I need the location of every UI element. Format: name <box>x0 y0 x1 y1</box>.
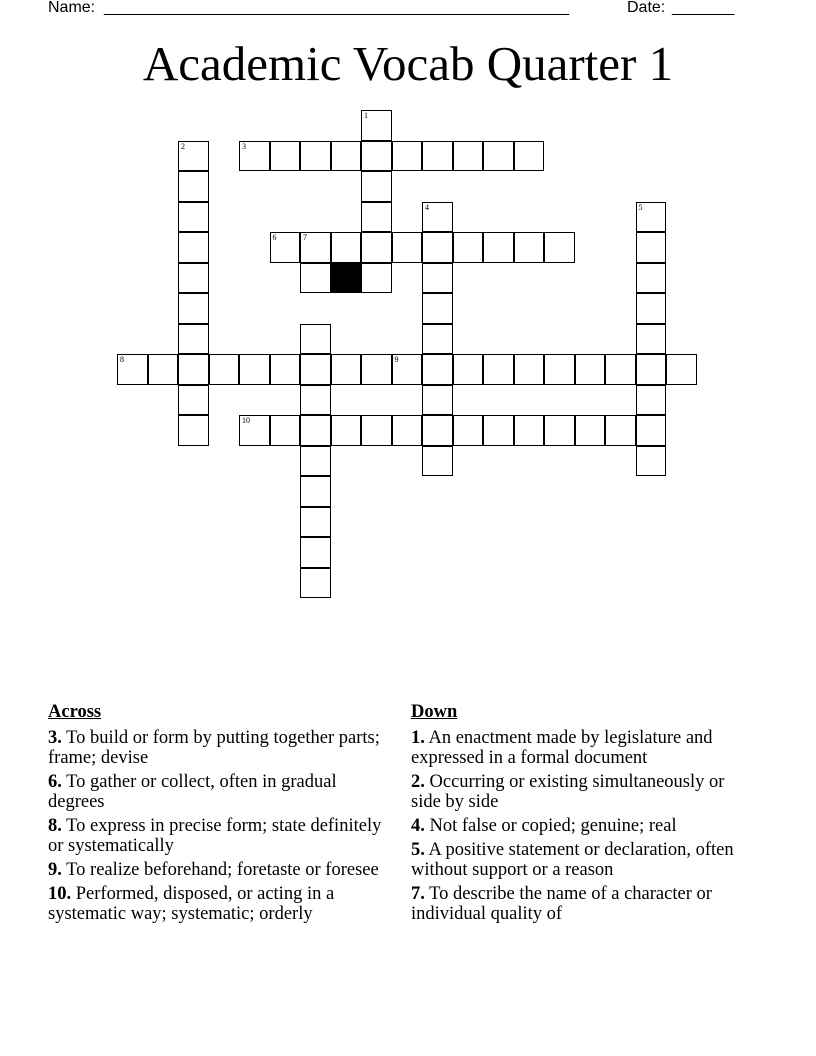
clue-across-8 <box>48 816 388 856</box>
clue-text: To express in precise form; state definitely or systematically <box>48 816 382 856</box>
grid-cell[interactable] <box>392 354 423 385</box>
clue-number: 3. <box>48 728 62 748</box>
grid-cell[interactable] <box>544 415 575 446</box>
clue-text: Not false or copied; genuine; real <box>429 816 677 836</box>
date-line[interactable]: _______ <box>672 0 735 16</box>
grid-cell[interactable] <box>178 263 209 294</box>
clue-number-label: 5 <box>638 202 643 212</box>
grid-cell[interactable] <box>422 446 453 477</box>
clue-number-label: 2 <box>181 141 185 151</box>
grid-cell[interactable] <box>636 324 667 355</box>
grid-cell[interactable] <box>300 476 331 507</box>
grid-cell[interactable] <box>300 415 331 446</box>
grid-cell[interactable] <box>178 202 209 233</box>
clue-number: 1. <box>411 728 425 748</box>
clue-number: 8. <box>48 816 62 836</box>
grid-cell[interactable] <box>422 415 453 446</box>
clue-number-label: 3 <box>242 141 246 151</box>
clue-across-3 <box>48 728 388 768</box>
grid-cell[interactable] <box>331 141 362 172</box>
grid-cell[interactable] <box>300 568 331 599</box>
grid-cell[interactable] <box>331 232 362 263</box>
grid-cell[interactable] <box>331 415 362 446</box>
grid-cell[interactable] <box>514 141 545 172</box>
clue-down-1 <box>411 728 756 768</box>
grid-cell[interactable] <box>422 324 453 355</box>
grid-cell[interactable] <box>178 354 209 385</box>
grid-cell[interactable] <box>117 354 148 385</box>
grid-cell[interactable] <box>575 415 606 446</box>
clue-down-5 <box>411 840 756 880</box>
clue-number: 7. <box>411 884 425 904</box>
grid-cell[interactable] <box>178 232 209 263</box>
across-heading: Across <box>48 702 102 722</box>
grid-cell[interactable] <box>422 202 453 233</box>
grid-block <box>331 263 362 294</box>
clue-number-label: 4 <box>425 202 429 212</box>
grid-cell[interactable] <box>483 232 514 263</box>
crossword-grid <box>117 110 707 610</box>
grid-cell[interactable] <box>361 232 392 263</box>
grid-cell[interactable] <box>239 141 270 172</box>
clue-across-9 <box>48 860 388 880</box>
grid-cell[interactable] <box>178 171 209 202</box>
grid-cell[interactable] <box>544 354 575 385</box>
grid-cell[interactable] <box>514 232 545 263</box>
clue-number-label: 7 <box>303 233 307 242</box>
grid-cell[interactable] <box>178 293 209 324</box>
grid-cell[interactable] <box>148 354 179 385</box>
grid-cell[interactable] <box>178 385 209 416</box>
grid-cell[interactable] <box>392 141 423 172</box>
grid-cell[interactable] <box>422 141 453 172</box>
grid-cell[interactable] <box>361 110 392 141</box>
clue-number: 6. <box>48 772 62 792</box>
grid-cell[interactable] <box>300 507 331 538</box>
grid-cell[interactable] <box>300 354 331 385</box>
clue-number: 9. <box>48 860 62 880</box>
grid-cell[interactable] <box>605 354 636 385</box>
grid-cell[interactable] <box>178 415 209 446</box>
grid-cell[interactable] <box>575 354 606 385</box>
clue-text: To gather or collect, often in gradual degrees <box>48 772 337 812</box>
grid-cell[interactable] <box>361 202 392 233</box>
grid-cell[interactable] <box>453 232 484 263</box>
grid-cell[interactable] <box>361 263 392 294</box>
grid-cell[interactable] <box>666 354 697 385</box>
clue-text: To realize beforehand; foretaste or foresee <box>66 860 379 880</box>
grid-cell[interactable] <box>636 354 667 385</box>
grid-cell[interactable] <box>239 415 270 446</box>
grid-cell[interactable] <box>361 141 392 172</box>
clue-text: To describe the name of a character or individual quality of <box>411 884 712 924</box>
name-line[interactable]: _______________________________________________________ <box>104 0 569 16</box>
grid-cell[interactable] <box>605 415 636 446</box>
name-label: Name: <box>48 0 96 16</box>
grid-cell[interactable] <box>636 263 667 294</box>
grid-cell[interactable] <box>514 354 545 385</box>
grid-cell[interactable] <box>453 141 484 172</box>
grid-cell[interactable] <box>392 232 423 263</box>
grid-cell[interactable] <box>544 232 575 263</box>
grid-cell[interactable] <box>270 141 301 172</box>
across-clues <box>48 702 388 928</box>
clue-across-10 <box>48 884 388 924</box>
grid-cell[interactable] <box>392 415 423 446</box>
grid-cell[interactable] <box>178 141 209 172</box>
grid-cell[interactable] <box>300 141 331 172</box>
grid-cell[interactable] <box>361 171 392 202</box>
grid-cell[interactable] <box>483 415 514 446</box>
grid-cell[interactable] <box>209 354 240 385</box>
grid-cell[interactable] <box>422 354 453 385</box>
down-clues <box>411 702 756 928</box>
down-heading: Down <box>411 702 458 722</box>
grid-cell[interactable] <box>636 446 667 477</box>
clue-number-label: 10 <box>242 416 250 425</box>
grid-cell[interactable] <box>361 415 392 446</box>
grid-cell[interactable] <box>239 354 270 385</box>
grid-cell[interactable] <box>300 263 331 294</box>
clue-number: 2. <box>411 772 425 792</box>
grid-cell[interactable] <box>636 415 667 446</box>
grid-cell[interactable] <box>300 385 331 416</box>
grid-cell[interactable] <box>636 232 667 263</box>
grid-cell[interactable] <box>636 202 667 233</box>
grid-cell[interactable] <box>331 354 362 385</box>
clue-text: Performed, disposed, or acting in a systematic way; systematic; orderly <box>48 884 335 924</box>
clue-number-label: 9 <box>394 355 399 364</box>
grid-cell[interactable] <box>483 354 514 385</box>
clue-number: 10. <box>48 884 72 904</box>
grid-cell[interactable] <box>270 415 301 446</box>
clue-text: Occurring or existing simultaneously or side by side <box>411 772 725 812</box>
grid-cell[interactable] <box>300 324 331 355</box>
clue-down-7 <box>411 884 756 924</box>
date-label: Date: <box>627 0 666 16</box>
grid-cell[interactable] <box>422 293 453 324</box>
puzzle-title: Academic Vocab Quarter 1 <box>142 36 674 91</box>
clue-number: 5. <box>411 840 425 860</box>
clue-text: An enactment made by legislature and expressed in a formal document <box>411 728 713 768</box>
grid-cell[interactable] <box>514 415 545 446</box>
grid-cell[interactable] <box>636 293 667 324</box>
grid-cell[interactable] <box>270 354 301 385</box>
grid-cell[interactable] <box>300 537 331 568</box>
grid-cell[interactable] <box>453 354 484 385</box>
grid-cell[interactable] <box>636 385 667 416</box>
clue-number-label: 8 <box>120 355 124 364</box>
clue-number-label: 1 <box>364 111 368 120</box>
grid-cell[interactable] <box>422 263 453 294</box>
grid-cell[interactable] <box>178 324 209 355</box>
grid-cell[interactable] <box>483 141 514 172</box>
grid-cell[interactable] <box>270 232 301 263</box>
clue-down-2 <box>411 772 756 812</box>
clue-number: 4. <box>411 816 425 836</box>
clue-across-6 <box>48 772 388 812</box>
grid-cell[interactable] <box>422 385 453 416</box>
grid-cell[interactable] <box>453 415 484 446</box>
clue-text: A positive statement or declaration, often without support or a reason <box>411 840 734 880</box>
grid-cell[interactable] <box>300 446 331 477</box>
grid-cell[interactable] <box>422 232 453 263</box>
clue-text: To build or form by putting together parts; frame; devise <box>48 728 380 768</box>
grid-cell[interactable] <box>361 354 392 385</box>
clue-number-label: 6 <box>272 233 277 242</box>
grid-cell[interactable] <box>300 232 331 263</box>
clue-down-4 <box>411 816 756 836</box>
